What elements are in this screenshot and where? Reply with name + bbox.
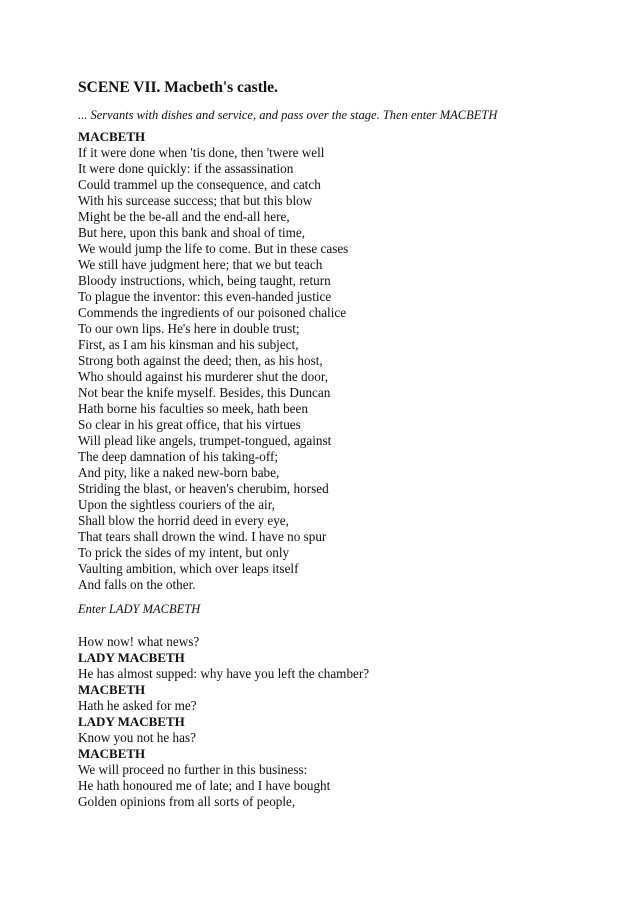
verse-line: And falls on the other. — [78, 577, 196, 592]
verse-line: How now! what news? — [78, 634, 200, 649]
verse-line: So clear in his great office, that his virtues — [78, 417, 301, 432]
verse-line: It were done quickly: if the assassination — [78, 161, 294, 176]
verse-line: Vaulting ambition, which over leaps itself — [78, 561, 299, 576]
verse-line: The deep damnation of his taking-off; — [78, 449, 279, 464]
speaker-macbeth: MACBETH — [78, 746, 146, 761]
macbeth-soliloquy — [78, 145, 618, 593]
verse-line: Commends the ingredients of our poisoned chalice — [78, 305, 347, 320]
verse-line: Hath borne his faculties so meek, hath been — [78, 401, 308, 416]
verse-line: Not bear the knife myself. Besides, this Duncan — [78, 385, 331, 400]
verse-line: Could trammel up the consequence, and catch — [78, 177, 321, 192]
stage-direction-enter-lady: Enter LADY MACBETH — [78, 602, 201, 616]
verse-line: Know you not he has? — [78, 730, 196, 745]
stage-direction-opening: ... Servants with dishes and service, and pass over the stage. Then enter MACBETH — [78, 108, 498, 122]
speaker-lady-macbeth: LADY MACBETH — [78, 650, 185, 665]
verse-line: Bloody instructions, which, being taught, return — [78, 273, 331, 288]
verse-line: To plague the inventor: this even-handed justice — [78, 289, 332, 304]
verse-line: He hath honoured me of late; and I have bought — [78, 778, 331, 793]
verse-line: Shall blow the horrid deed in every eye, — [78, 513, 289, 528]
verse-line: We will proceed no further in this business: — [78, 762, 308, 777]
verse-line: Upon the sightless couriers of the air, — [78, 497, 275, 512]
verse-line: Who should against his murderer shut the door, — [78, 369, 328, 384]
speaker-lady-macbeth: LADY MACBETH — [78, 714, 185, 729]
verse-line: We would jump the life to come. But in these cases — [78, 241, 349, 256]
speaker-macbeth: MACBETH — [78, 682, 146, 697]
speaker-macbeth: MACBETH — [78, 129, 146, 144]
verse-line: Will plead like angels, trumpet-tongued, against — [78, 433, 332, 448]
verse-line: But here, upon this bank and shoal of time, — [78, 225, 306, 240]
scene-heading: SCENE VII. Macbeth's castle. — [78, 79, 278, 96]
verse-line: First, as I am his kinsman and his subject, — [78, 337, 299, 352]
verse-line: And pity, like a naked new-born babe, — [78, 465, 280, 480]
verse-line: He has almost supped: why have you left the chamber? — [78, 666, 370, 681]
dialogue-exchange — [78, 634, 618, 810]
verse-line: If it were done when 'tis done, then 'twere well — [78, 145, 325, 160]
verse-line: To our own lips. He's here in double trust; — [78, 321, 300, 336]
verse-line: Striding the blast, or heaven's cherubim, horsed — [78, 481, 329, 496]
script-page — [78, 78, 618, 810]
verse-line: We still have judgment here; that we but teach — [78, 257, 323, 272]
verse-line: Hath he asked for me? — [78, 698, 197, 713]
verse-line: To prick the sides of my intent, but only — [78, 545, 290, 560]
verse-line: That tears shall drown the wind. I have no spur — [78, 529, 327, 544]
verse-line: Golden opinions from all sorts of people, — [78, 794, 296, 809]
verse-line: Strong both against the deed; then, as his host, — [78, 353, 323, 368]
verse-line: Might be the be-all and the end-all here, — [78, 209, 290, 224]
verse-line: With his surcease success; that but this blow — [78, 193, 313, 208]
